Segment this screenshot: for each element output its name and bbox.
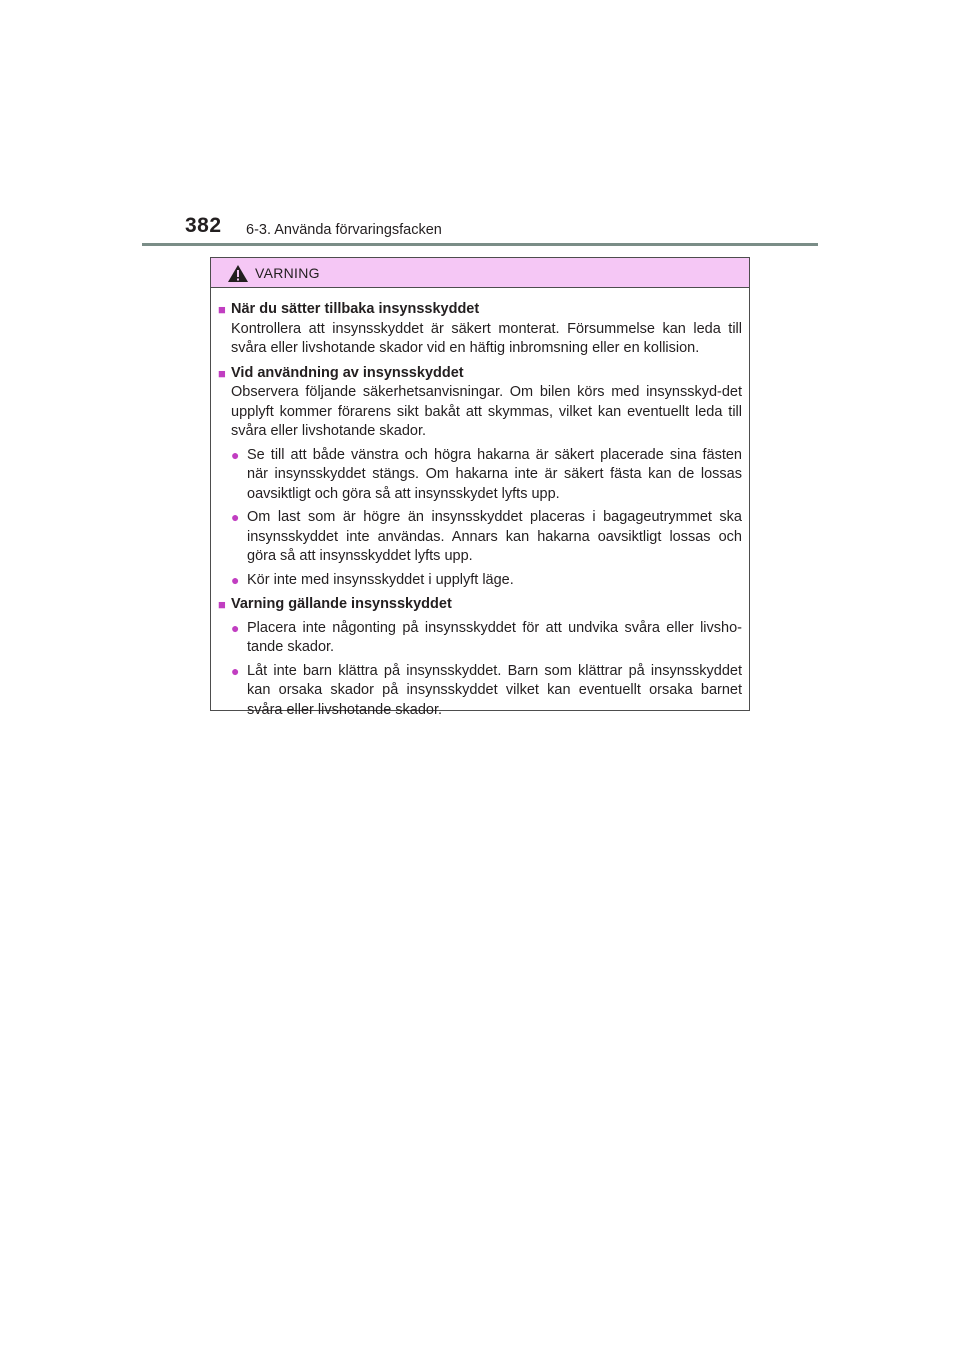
bullet-item xyxy=(231,619,742,658)
bullet-item xyxy=(231,571,742,591)
section-heading xyxy=(218,300,742,320)
warning-header xyxy=(211,258,749,288)
round-bullet-icon: ● xyxy=(231,571,240,588)
header-rule xyxy=(142,243,818,246)
round-bullet-icon: ● xyxy=(231,446,240,463)
page-number: 382 xyxy=(185,214,222,237)
section-heading xyxy=(218,595,742,615)
warning-title: VARNING xyxy=(255,265,320,281)
bullet-text: Se till att både vänstra och högra hakarna är säkert placerade sina fästen när insynsskyddet stängs. Om hakarna inte är säkert fästa kan de lossas oavsiktligt och göra så att insynsskydet lyfts upp. xyxy=(247,446,742,502)
round-bullet-icon: ● xyxy=(231,662,240,679)
warning-triangle-icon xyxy=(227,264,249,283)
section-paragraph: Observera följande säkerhetsanvisningar. Om bilen körs med insynsskyd-det upplyft kommer förarens sikt bakåt att skymmas, vilket kan eventuellt leda till svåra eller livshotande skador. xyxy=(231,384,742,439)
square-bullet-icon: ■ xyxy=(218,365,226,381)
warning-box xyxy=(210,257,750,718)
section-paragraph: Kontrollera att insynsskyddet är säkert monterat. Försummelse kan leda till svåra eller livshotande skador vid en häftig inbromsning eller en kollision. xyxy=(231,320,742,356)
warning-body xyxy=(211,288,749,720)
bullet-item xyxy=(231,508,742,567)
bullet-text: Kör inte med insynsskyddet i upplyft läge. xyxy=(247,571,514,588)
warning-section xyxy=(218,300,742,359)
bullet-item xyxy=(231,662,742,721)
section-heading-text: När du sätter tillbaka insynsskyddet xyxy=(231,301,480,317)
section-heading xyxy=(218,364,742,384)
warning-section xyxy=(218,364,742,591)
square-bullet-icon: ■ xyxy=(218,597,226,612)
bullet-text: Låt inte barn klättra på insynsskyddet. Barn som klättrar på insynsskyddet kan orsaka skador på insynsskyddet vilket kan eventuellt orsaka barnet svåra eller livshotande skador. xyxy=(247,662,742,718)
section-heading-text: Varning gällande insynsskyddet xyxy=(231,596,452,612)
section-title: 6-3. Använda förvaringsfacken xyxy=(246,222,442,238)
bullet-item xyxy=(231,446,742,505)
square-bullet-icon: ■ xyxy=(218,302,226,317)
round-bullet-icon: ● xyxy=(231,509,240,525)
bullet-text: Om last som är högre än insynsskyddet placeras i bagageutrymmet ska insynsskyddet inte användas. Annars kan hakarna oavsiktligt lossas och göra så att insynsskyddet lyfts upp. xyxy=(247,509,742,564)
bullet-text: Placera inte någonting på insynsskyddet för att undvika svåra eller livsho-tande skador. xyxy=(247,619,742,655)
round-bullet-icon: ● xyxy=(231,619,240,636)
section-heading-text: Vid användning av insynsskyddet xyxy=(231,364,464,381)
warning-section xyxy=(218,595,742,720)
